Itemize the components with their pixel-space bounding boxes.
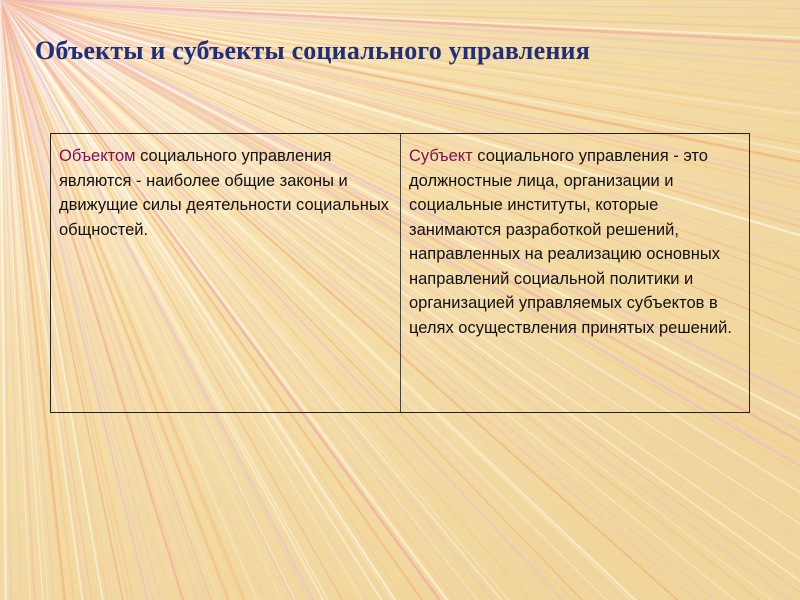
page-title: Объекты и субъекты социального управления [35,36,590,65]
subject-definition: социального управления - это должностные лица, организации и социальные институты, которые занимаются разработкой решений, направленных на реализацию основных направлений социальной политики и организацией управляемых субъектов в целях осуществления принятых решений. [409,147,732,337]
object-term: Объектом [59,147,136,165]
object-definition: социального управления являются - наиболее общие законы и движущие силы деятельности социальных общностей. [59,147,389,239]
object-cell [51,134,401,412]
subject-term: Субъект [409,147,473,165]
content-table [50,133,750,413]
subject-cell [401,134,749,412]
